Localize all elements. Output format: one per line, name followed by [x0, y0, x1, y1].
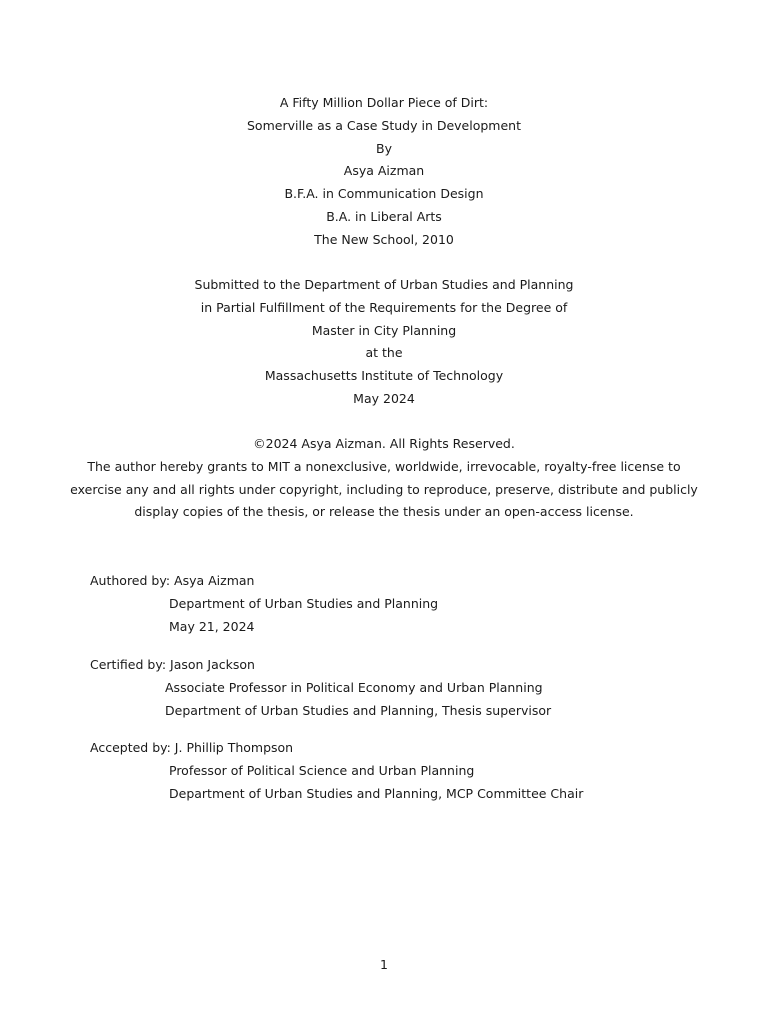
submission-line-1: Submitted to the Department of Urban Studies and Planning: [194, 277, 574, 292]
thesis-title-line-2: Somerville as a Case Study in Development: [247, 117, 521, 133]
submission-line-2: in Partial Fulfillment of the Requirements for the Degree of: [200, 299, 568, 315]
authored-by-block: [90, 570, 710, 638]
certified-role: Department of Urban Studies and Planning, Thesis supervisor: [165, 702, 552, 718]
certified-by-label: Certified by: Jason Jackson: [90, 657, 255, 672]
license-line-2: exercise any and all rights under copyright, including to reproduce, preserve, distribute and publicly: [70, 481, 698, 497]
accepted-by-label: Accepted by: J. Phillip Thompson: [90, 740, 294, 755]
prior-school: The New School, 2010: [314, 231, 454, 247]
authored-by-label: Authored by: Asya Aizman: [90, 573, 255, 588]
prior-degree-1: B.F.A. in Communication Design: [284, 186, 484, 202]
prior-degree-2: B.A. in Liberal Arts: [326, 208, 442, 224]
copyright-notice: ©2024 Asya Aizman. All Rights Reserved.: [253, 436, 515, 451]
title-block: [0, 92, 768, 252]
accepted-role: Department of Urban Studies and Planning, MCP Committee Chair: [169, 785, 584, 801]
authored-department: Department of Urban Studies and Planning: [169, 595, 439, 611]
submission-line-5: Massachusetts Institute of Technology: [264, 368, 504, 384]
thesis-title-line-1: A Fifty Million Dollar Piece of Dirt:: [279, 95, 489, 110]
submission-line-4: at the: [365, 345, 403, 361]
license-line-1: The author hereby grants to MIT a nonexclusive, worldwide, irrevocable, royalty-free license to: [87, 458, 681, 474]
submission-line-3: Master in City Planning: [311, 322, 457, 338]
copyright-statement: [0, 433, 768, 524]
submission-statement: [0, 274, 768, 411]
certified-title: Associate Professor in Political Economy and Urban Planning: [165, 679, 543, 695]
certified-by-block: [90, 654, 710, 722]
submission-line-6: May 2024: [353, 390, 415, 406]
accepted-by-block: [90, 737, 710, 805]
accepted-title: Professor of Political Science and Urban Planning: [169, 762, 475, 778]
license-line-3: display copies of the thesis, or release the thesis under an open-access license.: [134, 504, 634, 520]
authored-date: May 21, 2024: [169, 618, 255, 634]
author-name: Asya Aizman: [343, 163, 425, 179]
by-label: By: [376, 140, 392, 156]
page-number: 1: [380, 957, 388, 972]
